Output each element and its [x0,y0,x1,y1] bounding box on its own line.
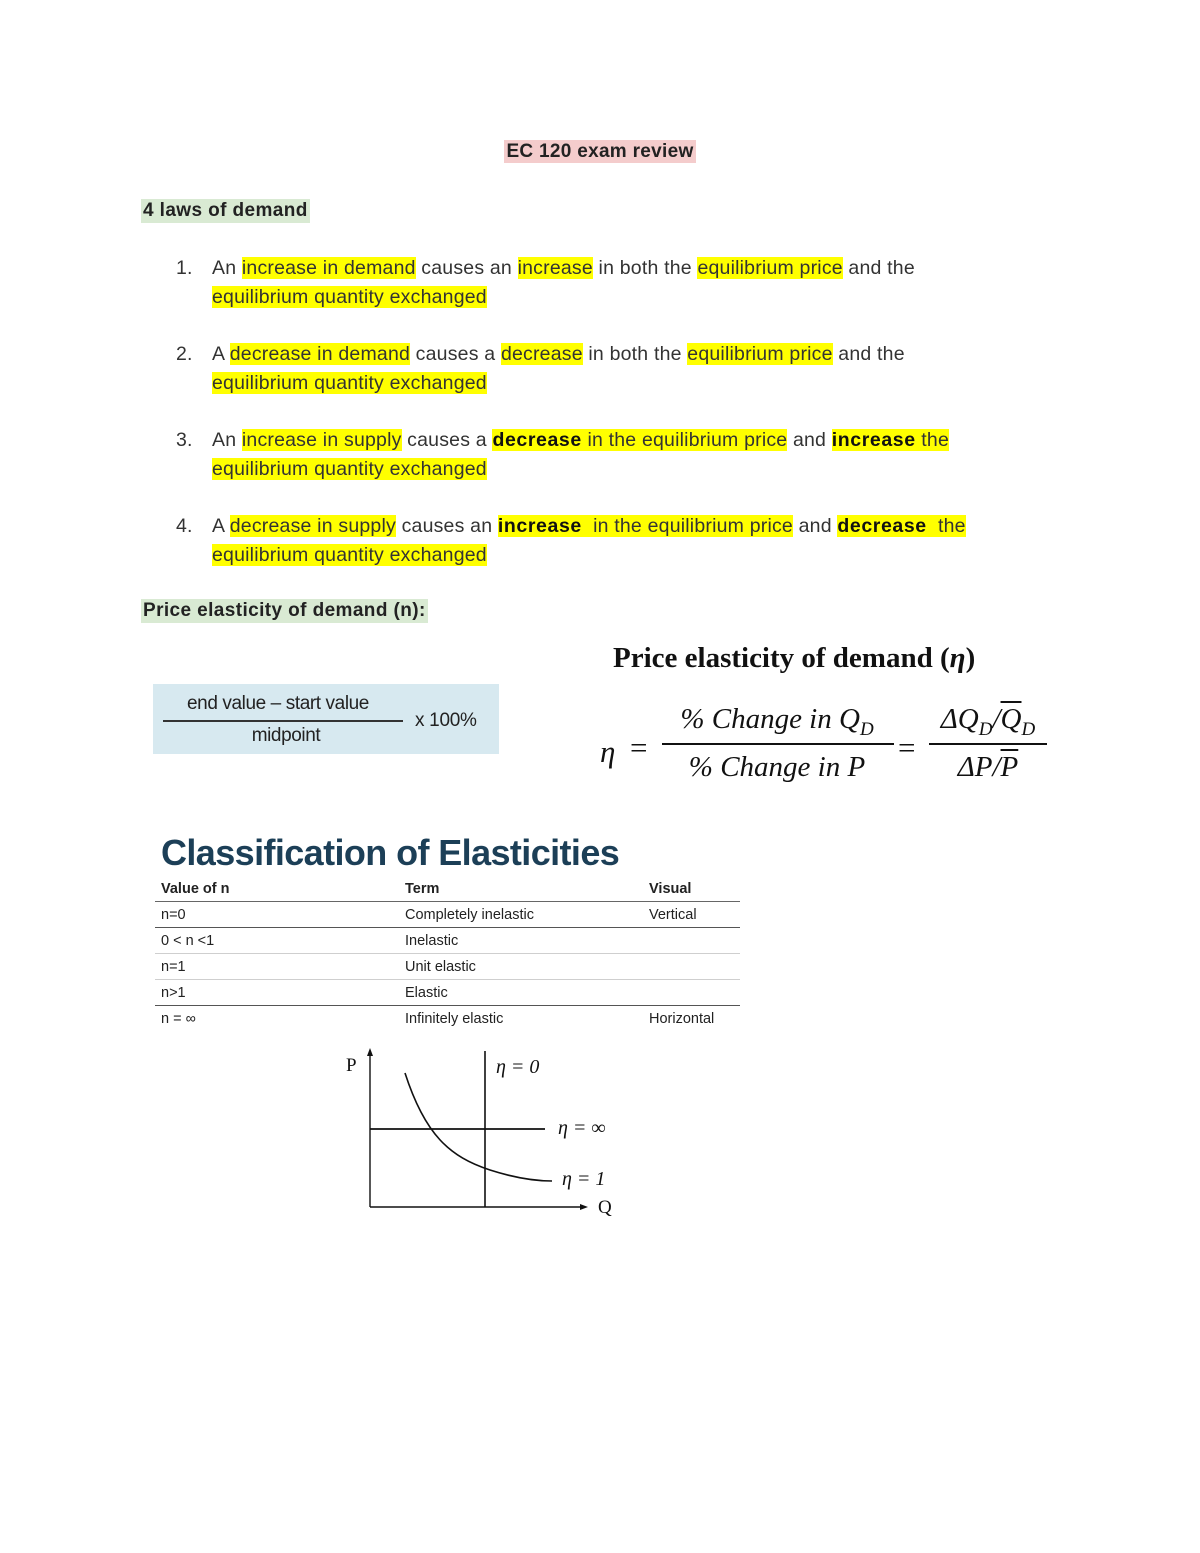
fraction-bar [163,720,403,722]
midpoint-formula [153,684,499,754]
table-row: n=0 Completely inelastic Vertical [155,902,740,928]
ped-heading: Price elasticity of demand (n): [143,600,426,621]
header-value: Value of n [155,877,399,902]
formula-multiplier: x 100% [415,710,477,731]
delta-q-ratio: $\Delta Q_D/\overline{Q}_D$ [940,703,1036,740]
pct-change-p: % Change in P [688,751,866,783]
y-axis-label: P [346,1055,357,1076]
law-item: 4. A decrease in supply causes an increase in the equilibrium price and decrease the equilibrium quantity exchanged [176,515,966,566]
table-row: n>1 Elastic [155,980,740,1006]
formula-numerator: end value – start value [187,693,369,714]
table-header-row [155,877,740,902]
y-axis-arrow [367,1048,373,1056]
label-eta-one: η = 1 [562,1168,606,1190]
law-item: 1. An increase in demand causes an increase in both the equilibrium price and the equilibrium quantity exchanged [176,257,915,308]
table-row: n = ∞ Infinitely elastic Horizontal [161,1010,715,1027]
eta-symbol: η [600,734,616,769]
delta-p-ratio: $\Delta P/\overline{P}$ [957,751,1019,783]
laws-heading: 4 laws of demand [143,200,308,221]
ped-formula-title: Price elasticity of demand (η) [613,642,976,674]
law-item: 3. An increase in supply causes a decrease in the equilibrium price and increase the equilibrium quantity exchanged [176,429,949,480]
law-item: 2. A decrease in demand causes a decrease in both the equilibrium price and the equilibrium quantity exchanged [176,343,905,394]
label-eta-zero: η = 0 [496,1056,540,1078]
x-axis-arrow [580,1204,588,1210]
header-term: Term [399,877,643,902]
table-row: n=1 Unit elastic [155,954,740,980]
pct-change-q: % Change in $Q_D$ [680,703,874,740]
classification-title: Classification of Elasticities [161,832,620,873]
unit-elastic-curve [405,1073,552,1181]
page-title [0,141,1200,163]
classification-table [155,877,740,1031]
x-axis-label: Q [598,1197,612,1218]
table-row: 0 < n <1 Inelastic [155,928,740,954]
elasticity-graph [340,1045,640,1225]
label-eta-infinity: η = ∞ [558,1117,606,1139]
header-visual: Visual [643,877,740,902]
ped-formula: η = % Change in $Q_D$ % Change in P = $\Delta Q_D/\overline{Q}_D$ $\Delta P/\overline{P}$ [596,698,1066,798]
title-text: EC 120 exam review [506,141,694,162]
laws-list [170,254,1050,598]
formula-denominator: midpoint [251,725,321,746]
